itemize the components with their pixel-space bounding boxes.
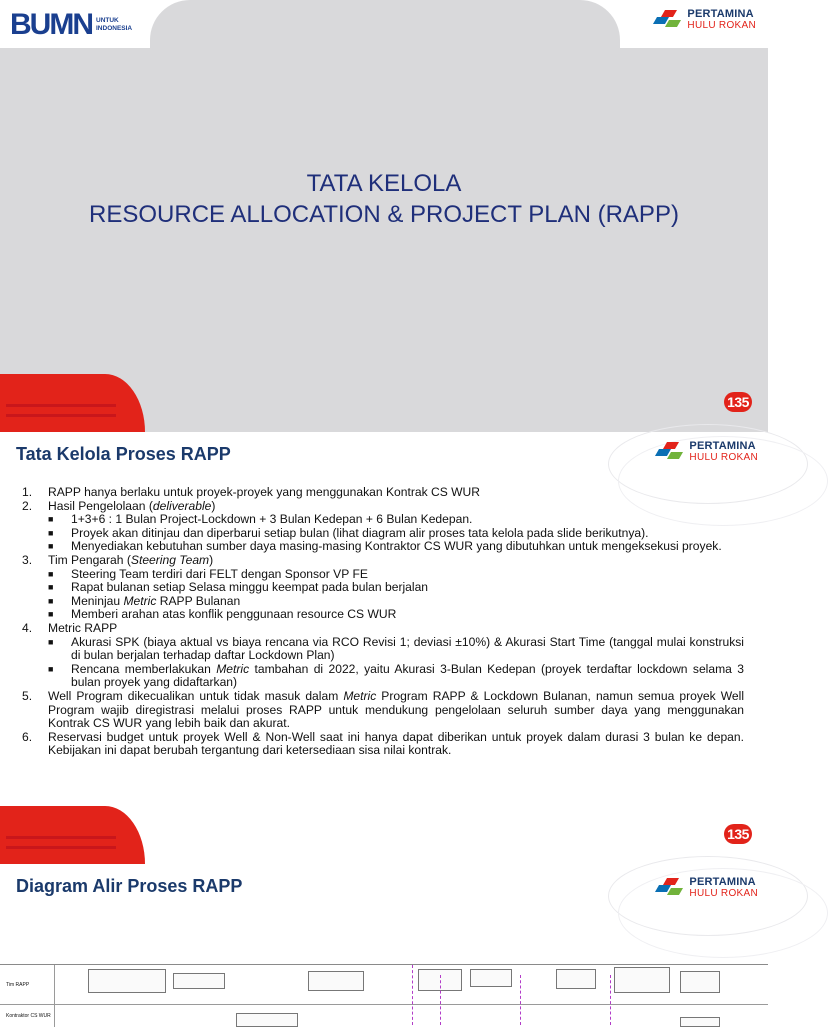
- cover-slide: [0, 0, 768, 432]
- company-name: PERTAMINA: [689, 440, 756, 452]
- list-item: [22, 690, 744, 731]
- sub-list-item-text: Meninjau Metric RAPP Bulanan: [71, 593, 241, 608]
- cover-title-line-1: TATA KELOLA: [306, 170, 462, 197]
- sub-list-item: [22, 581, 744, 595]
- company-name: PERTAMINA: [687, 8, 754, 20]
- list-item: [22, 731, 744, 758]
- sub-list-item-text: Rencana memberlakukan Metric tambahan di 2022, yaitu Akurasi 3-Bulan Kedepan (proyek terdaftar lockdown selama 3 bulan proyek yang didaftarkan): [71, 661, 745, 690]
- bumn-logo: [10, 10, 132, 40]
- header-curve: [150, 0, 620, 48]
- governance-list: [22, 486, 744, 758]
- red-corner-band: [0, 806, 145, 864]
- slide-title: Tata Kelola Proses RAPP: [16, 444, 231, 464]
- pertamina-logo-icon: [649, 8, 681, 32]
- swimlane: [0, 1005, 768, 1027]
- flow-step-box: [173, 973, 225, 989]
- pertamina-logo-icon: [651, 876, 683, 900]
- flow-diagram-slide: [0, 826, 768, 1024]
- sub-list-item-text: 1+3+6 : 1 Bulan Project-Lockdown + 3 Bulan Kedepan + 6 Bulan Kedepan.: [71, 512, 473, 527]
- sub-list-item: [22, 608, 744, 622]
- sub-list-item-text: Menyediakan kebutuhan sumber daya masing-masing Kontraktor CS WUR yang dibutuhkan untuk mengeksekusi proyek.: [71, 539, 722, 554]
- bullet-square-icon: ■: [48, 527, 54, 538]
- anniversary-number: 135: [724, 392, 752, 412]
- list-item-text: Hasil Pengelolaan (deliverable): [48, 498, 216, 513]
- sub-list-item-text: Memberi arahan atas konflik penggunaan resource CS WUR: [71, 607, 397, 622]
- cover-title: [0, 168, 768, 230]
- flow-step-box: [88, 969, 166, 993]
- list-item-number: 4.: [22, 620, 33, 635]
- list-item-number: 6.: [22, 729, 33, 744]
- bullet-square-icon: ■: [48, 636, 54, 647]
- flow-step-box: [470, 969, 512, 987]
- sub-list-item: [22, 636, 744, 663]
- sub-list-item: [22, 595, 744, 609]
- anniversary-135-logo: [724, 392, 754, 422]
- flow-connector: [412, 965, 413, 1025]
- bullet-square-icon: ■: [48, 514, 54, 525]
- sub-list-item: [22, 568, 744, 582]
- flow-step-box: [680, 971, 720, 993]
- pertamina-logo-icon: [651, 440, 683, 464]
- pertamina-logo: [651, 876, 758, 900]
- list-item-text: Metric RAPP: [48, 620, 118, 635]
- company-unit: HULU ROKAN: [689, 452, 758, 463]
- sub-list-item-text: Rapat bulanan setiap Selasa minggu keempat pada bulan berjalan: [71, 580, 429, 595]
- bullet-square-icon: ■: [48, 568, 54, 579]
- bumn-logo-mark: BUMN: [10, 8, 92, 41]
- list-item: [22, 622, 744, 636]
- list-item-text: Reservasi budget untuk proyek Well & Non-Well saat ini hanya dapat diberikan untuk proyek dalam durasi 3 bulan ke depan. Kebijakan ini dapat berubah tergantung dari ketersediaan sisa nilai kontrak.: [48, 729, 744, 758]
- list-item: [22, 500, 744, 514]
- bumn-logo-sub-2: INDONESIA: [96, 25, 133, 32]
- flow-step-box: [308, 971, 364, 991]
- company-unit: HULU ROKAN: [687, 20, 756, 31]
- bumn-logo-sub-1: UNTUK: [96, 17, 119, 24]
- sub-list-item-text: Proyek akan ditinjau dan diperbarui setiap bulan (lihat diagram alir proses tata kelola pada slide berikutnya).: [71, 525, 649, 540]
- pertamina-logo: [649, 8, 756, 32]
- flow-step-box: [236, 1013, 298, 1027]
- pertamina-logo: [651, 440, 758, 464]
- list-item: [22, 486, 744, 500]
- sub-list-item: [22, 513, 744, 527]
- bullet-square-icon: ■: [48, 663, 54, 674]
- sub-list-item: [22, 663, 744, 690]
- bullet-square-icon: ■: [48, 609, 54, 620]
- bullet-square-icon: ■: [48, 541, 54, 552]
- flow-step-box: [680, 1017, 720, 1027]
- slide-title: Diagram Alir Proses RAPP: [16, 876, 243, 896]
- governance-slide: [0, 394, 768, 864]
- bullet-square-icon: ■: [48, 582, 54, 593]
- anniversary-135-logo: [724, 824, 754, 854]
- flow-step-box: [556, 969, 596, 989]
- anniversary-number: 135: [724, 824, 752, 844]
- company-name: PERTAMINA: [689, 876, 756, 888]
- process-flow-diagram: [0, 964, 768, 1024]
- list-item-number: 5.: [22, 688, 33, 703]
- list-item-number: 2.: [22, 498, 33, 513]
- bullet-square-icon: ■: [48, 595, 54, 606]
- list-item-number: 3.: [22, 552, 33, 567]
- flow-step-box: [614, 967, 670, 993]
- company-unit: HULU ROKAN: [689, 888, 758, 899]
- flow-connector: [610, 975, 611, 1025]
- list-item-text: Well Program dikecualikan untuk tidak masuk dalam Metric Program RAPP & Lockdown Bulanan, namun semua proyek Well Program wajib diregistrasi melalui proses RAPP untuk mendukung pengelolaan seluruh sumber daya yang menggunakan Kontrak CS WUR yang lebih baik dan akurat.: [48, 688, 745, 731]
- cover-title-line-2: RESOURCE ALLOCATION & PROJECT PLAN (RAPP): [89, 201, 679, 228]
- list-item: [22, 554, 744, 568]
- list-item-text: Tim Pengarah (Steering Team): [48, 552, 214, 567]
- sub-list-item: [22, 527, 744, 541]
- sub-list-item-text: Akurasi SPK (biaya aktual vs biaya rencana via RCO Revisi 1; deviasi ±10%) & Akurasi Start Time (tanggal mulai konstruksi di bulan berjalan terhadap daftar Lockdown Plan): [71, 634, 744, 663]
- sub-list-item-text: Steering Team terdiri dari FELT dengan Sponsor VP FE: [71, 566, 368, 581]
- flow-connector: [440, 975, 441, 1025]
- flow-connector: [520, 975, 521, 1025]
- list-item-number: 1.: [22, 485, 33, 499]
- list-item-text: RAPP hanya berlaku untuk proyek-proyek yang menggunakan Kontrak CS WUR: [48, 485, 481, 499]
- swimlane-label: Kontraktor CS WUR: [0, 1005, 55, 1027]
- swimlane-label: Tim RAPP: [0, 965, 55, 1004]
- red-corner-band: [0, 374, 145, 432]
- sub-list-item: [22, 540, 744, 554]
